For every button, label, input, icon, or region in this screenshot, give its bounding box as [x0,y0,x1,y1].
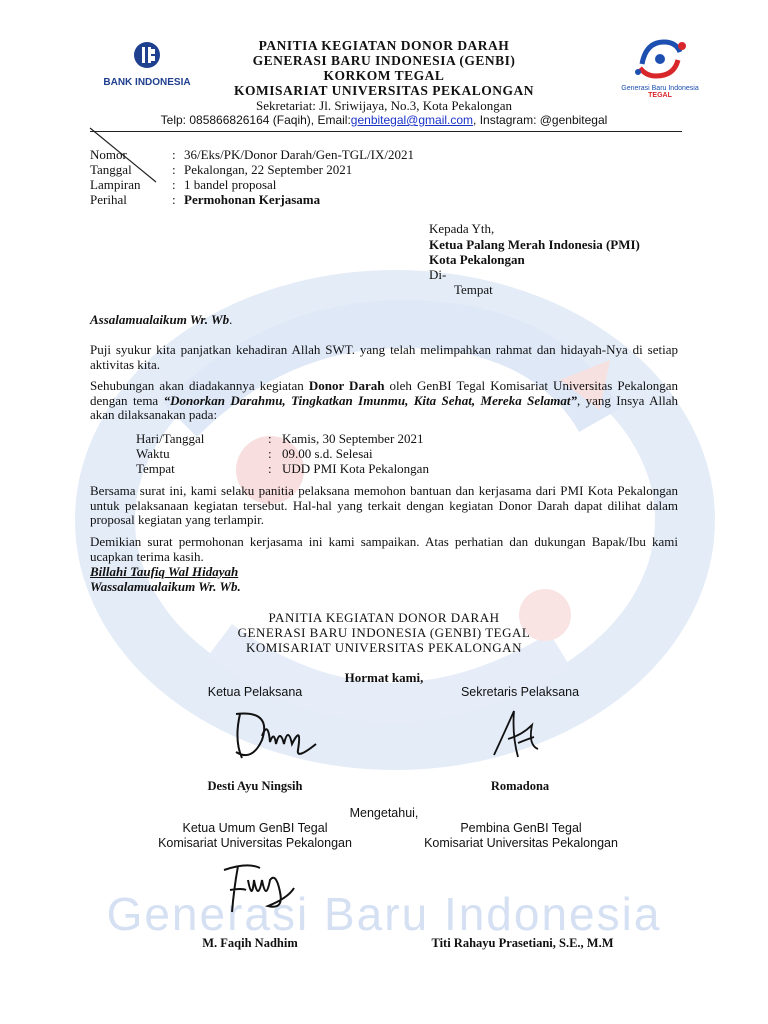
hormat-kami: Hormat kami, [344,670,424,685]
watermark-text: Generasi Baru Indonesia [106,888,662,940]
detail-value: 09.00 s.d. Selesai [282,446,373,461]
paragraph-3: Bersama surat ini, kami selaku panitia pelaksana memohon bantuan dan kerjasama dari PMI Kota Pekalongan untuk pelaksanaan kegiatan tersebut. Hal-hal yang terkait dengan kegiatan Donor Darah dapat dilihat dalam proposal kegiatan yang terlampir. [90,483,678,527]
greeting [90,313,678,328]
meta-nomor: Nomor : 36/Eks/PK/Donor Darah/Gen-TGL/IX/2021 [90,147,414,162]
recipient-di: Di- [429,267,447,282]
sig3-title-2: Komisariat Universitas Pekalongan [158,836,352,850]
sig3-name: M. Faqih Nadhim [202,936,298,950]
sig1-name: Desti Ayu Ningsih [207,779,303,793]
detail-key: Tempat [136,461,175,476]
header-address: Sekretariat: Jl. Sriwijaya, No.3, Kota Pekalongan [256,98,512,113]
p2-part: Sehubungan akan diadakannya kegiatan [90,378,309,393]
header-divider [90,131,682,132]
header-line-3: KORKOM TEGAL [323,68,445,83]
p2-part: oleh GenBI Tegal Komisariat Universitas Pekalongan dengan tema [90,378,678,408]
closing-wassalam: Wassalamualaikum Wr. Wb. [90,579,241,594]
detail-key: Waktu [136,446,170,461]
sig4-name: Titi Rahayu Prasetiani, S.E., M.M [431,936,614,950]
detail-value: Kamis, 30 September 2021 [282,431,424,446]
mengetahui: Mengetahui, [349,806,419,820]
p2-part: , yang Insya Allah akan dilaksanakan pada: [90,392,678,422]
closing-billahi: Billahi Taufiq Wal Hidayah [90,564,239,579]
footer-org-3: KOMISARIAT UNIVERSITAS PEKALONGAN [246,640,522,655]
detail-value: UDD PMI Kota Pekalongan [282,461,429,476]
p2-theme: “Donorkan Darahmu, Tingkatkan Imunmu, Kita Sehat, Mereka Selamat” [163,392,577,408]
paragraph-2 [90,379,678,423]
meta-value: Permohonan Kerjasama [184,192,321,207]
email-link[interactable]: genbitegal@gmail.com [350,113,474,127]
sig2-title: Sekretaris Pelaksana [460,685,580,699]
signature-desti [222,700,322,765]
sig4-title-2: Komisariat Universitas Pekalongan [424,836,618,850]
header-line-2: GENERASI BARU INDONESIA (GENBI) [252,53,516,68]
meta-key: Tanggal [90,162,132,177]
recipient-greeting: Kepada Yth, [429,221,495,236]
recipient-tempat: Tempat [454,282,493,297]
genbi-logo-text: Generasi Baru Indonesia [621,85,699,92]
sig1-title: Ketua Pelaksana [207,685,303,699]
genbi-logo-subtext: TEGAL [648,92,672,99]
recipient-city: Kota Pekalongan [429,252,525,267]
recipient-title: Ketua Palang Merah Indonesia (PMI) [429,237,640,252]
bank-indonesia-text: BANK INDONESIA [103,77,191,88]
header-contact [0,113,768,127]
p2-event: Donor Darah [308,378,385,393]
paragraph-4: Demikian surat permohonan kerjasama ini kami sampaikan. Atas perhatian dan dukungan Bapak/Ibu kami ucapkan terima kasih. [90,534,678,564]
greeting-period: . [229,312,233,327]
contact-instagram: , Instagram: @genbitegal [473,113,608,127]
meta-value: 36/Eks/PK/Donor Darah/Gen-TGL/IX/2021 [184,147,414,162]
meta-value: Pekalongan, 22 September 2021 [184,162,353,177]
meta-key: Nomor [90,147,127,162]
meta-key: Perihal [90,192,127,207]
meta-perihal: Perihal : Permohonan Kerjasama [90,192,321,207]
detail-tempat: Tempat : UDD PMI Kota Pekalongan [136,461,429,476]
detail-key: Hari/Tanggal [136,431,205,446]
footer-org-2: GENERASI BARU INDONESIA (GENBI) TEGAL [237,625,531,640]
signature-faqih [218,858,298,920]
contact-phone: Telp: 085866826164 (Faqih), Email: [160,113,351,127]
signature-romadona [488,705,548,765]
meta-lampiran: Lampiran : 1 bandel proposal [90,177,277,192]
meta-value: 1 bandel proposal [184,177,277,192]
paragraph-1: Puji syukur kita panjatkan kehadiran Allah SWT. yang telah melimpahkan rahmat dan hidayah-Nya di setiap aktivitas kita. [90,342,678,372]
header-line-4: KOMISARIAT UNIVERSITAS PEKALONGAN [233,83,535,98]
detail-waktu: Waktu : 09.00 s.d. Selesai [136,446,373,461]
sig4-title-1: Pembina GenBI Tegal [460,821,582,835]
greeting-text: Assalamualaikum Wr. Wb [90,312,230,327]
meta-key: Lampiran [90,177,141,192]
detail-hari: Hari/Tanggal : Kamis, 30 September 2021 [136,431,424,446]
header-line-1: PANITIA KEGIATAN DONOR DARAH [258,38,510,53]
meta-tanggal: Tanggal : Pekalongan, 22 September 2021 [90,162,353,177]
footer-org-1: PANITIA KEGIATAN DONOR DARAH [268,610,500,625]
sig2-name: Romadona [490,779,550,793]
sig3-title-1: Ketua Umum GenBI Tegal [182,821,328,835]
